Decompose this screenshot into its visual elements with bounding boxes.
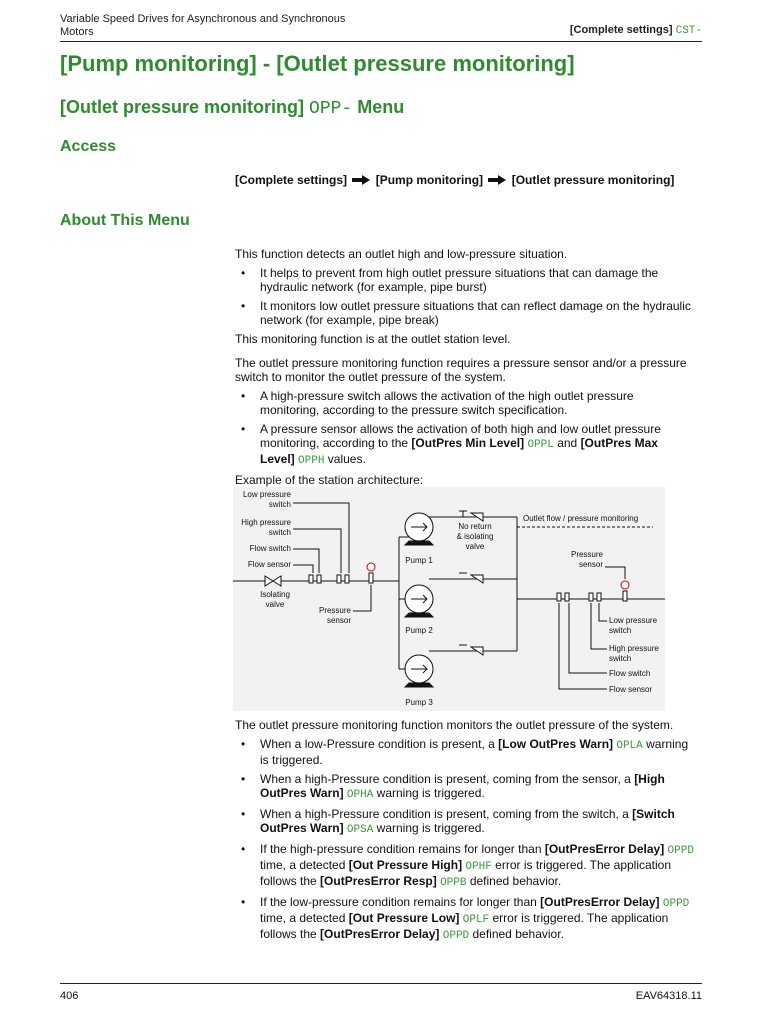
list-item: • If the high-pressure condition remains for longer than [OutPresError Delay] OPPD time, a detected [Out Pressure High] OPHF error is triggered. The application follows the [OutPresError Resp] OPPB defined behavior. [235,842,695,890]
menu-subtitle-suffix: Menu [357,97,405,117]
label-outlet-flow-switch: Flow switch [609,669,651,678]
label-low-pressure-switch: Low pressure [242,490,291,499]
list-item: • It monitors low outlet pressure situations that can reflect damage on the hydraulic network (for example, pipe break) [235,299,695,327]
label-outlet-flow: Outlet flow / pressure monitoring [523,514,639,523]
paragraph: This monitoring function is at the outlet station level. [235,332,511,346]
list-item: • If the low-pressure condition remains for longer than [OutPresError Delay] OPPD time, a detected [Out Pressure Low] OPLF error is triggered. The application follows the [OutPresError Delay] OPPD defined behavior. [235,895,695,943]
paragraph: The outlet pressure monitoring function monitors the outlet pressure of the system. [235,718,674,732]
menu-subtitle-text: [Outlet pressure monitoring] [60,97,305,117]
document-id: EAV64318.11 [635,990,702,1002]
header-divider [60,41,702,42]
paragraph: The outlet pressure monitoring function requires a pressure sensor and/or a pressure switch to monitor the outlet pressure of the system. [235,356,687,384]
label-outlet-low-pressure-switch: Low pressure [609,616,658,625]
arrow-right-icon [488,175,506,185]
label-pump-1: Pump 1 [405,556,433,565]
about-text-block-2 [235,718,695,943]
list-item: • A pressure sensor allows the activation of both high and low outlet pressure monitoring, according to the [OutPres Min Level] OPPL and [OutPres Max Level] OPPH values. [235,422,695,468]
label-flow-switch: Flow switch [249,544,291,553]
label-pump-2: Pump 2 [405,626,433,635]
menu-subtitle-code: OPP- [309,99,353,119]
about-heading: About This Menu [60,212,190,229]
label-low-pressure-switch-2: switch [268,500,291,509]
page-title: [Pump monitoring] - [Outlet pressure monitoring] [60,51,575,76]
list-item: • It helps to prevent from high outlet pressure situations that can damage the hydraulic network (for example, pipe burst) [235,266,695,294]
list-item: • When a low-Pressure condition is present, a [Low OutPres Warn] OPLA warning is triggered. [235,737,695,767]
list-item: • When a high-Pressure condition is present, coming from the sensor, a [High OutPres Warn] OPHA warning is triggered. [235,772,695,802]
label-no-return-valve-2: & isolating [456,532,494,541]
access-path-step-3: [Outlet pressure monitoring] [511,173,675,187]
label-pressure-sensor-2: sensor [326,616,351,625]
access-path [235,173,674,187]
paragraph: Example of the station architecture: [235,473,424,487]
footer-divider [60,983,702,984]
menu-subtitle [60,97,404,119]
paragraph: This function detects an outlet high and low-pressure situation. [235,247,568,261]
page-number: 406 [60,990,79,1002]
label-outlet-pressure-sensor: Pressure [570,550,603,559]
header-section-code: CST- [675,25,702,37]
label-high-pressure-switch: High pressure [241,518,291,527]
label-outlet-low-pressure-switch-2: switch [609,626,632,635]
access-path-step-2: [Pump monitoring] [375,173,484,187]
label-high-pressure-switch-2: switch [268,528,291,537]
about-text-block-1 [235,247,695,487]
header-section-label: [Complete settings] [569,24,673,36]
label-no-return-valve-3: valve [465,542,485,551]
station-architecture-diagram [233,487,665,711]
label-outlet-flow-sensor: Flow sensor [609,685,653,694]
label-outlet-pressure-sensor-2: sensor [578,560,603,569]
label-outlet-high-pressure-switch-2: switch [609,654,632,663]
list-item: • A high-pressure switch allows the activation of the high outlet pressure monitoring, according to the pressure switch specification. [235,389,695,417]
access-heading: Access [60,138,117,155]
arrow-right-icon [352,175,370,185]
label-isolating-valve-2: valve [265,600,285,609]
label-no-return-valve: No return [458,522,492,531]
label-pump-3: Pump 3 [405,698,433,707]
label-pressure-sensor: Pressure [318,606,351,615]
header-doc-title: Variable Speed Drives for Asynchronous and Synchronous Motors [60,13,346,38]
label-outlet-high-pressure-switch: High pressure [609,644,659,653]
label-isolating-valve: Isolating [260,590,290,599]
header-section [570,24,702,37]
list-item: • When a high-Pressure condition is present, coming from the switch, a [Switch OutPres Warn] OPSA warning is triggered. [235,807,695,837]
access-path-step-1: [Complete settings] [235,173,348,187]
label-flow-sensor: Flow sensor [247,560,291,569]
